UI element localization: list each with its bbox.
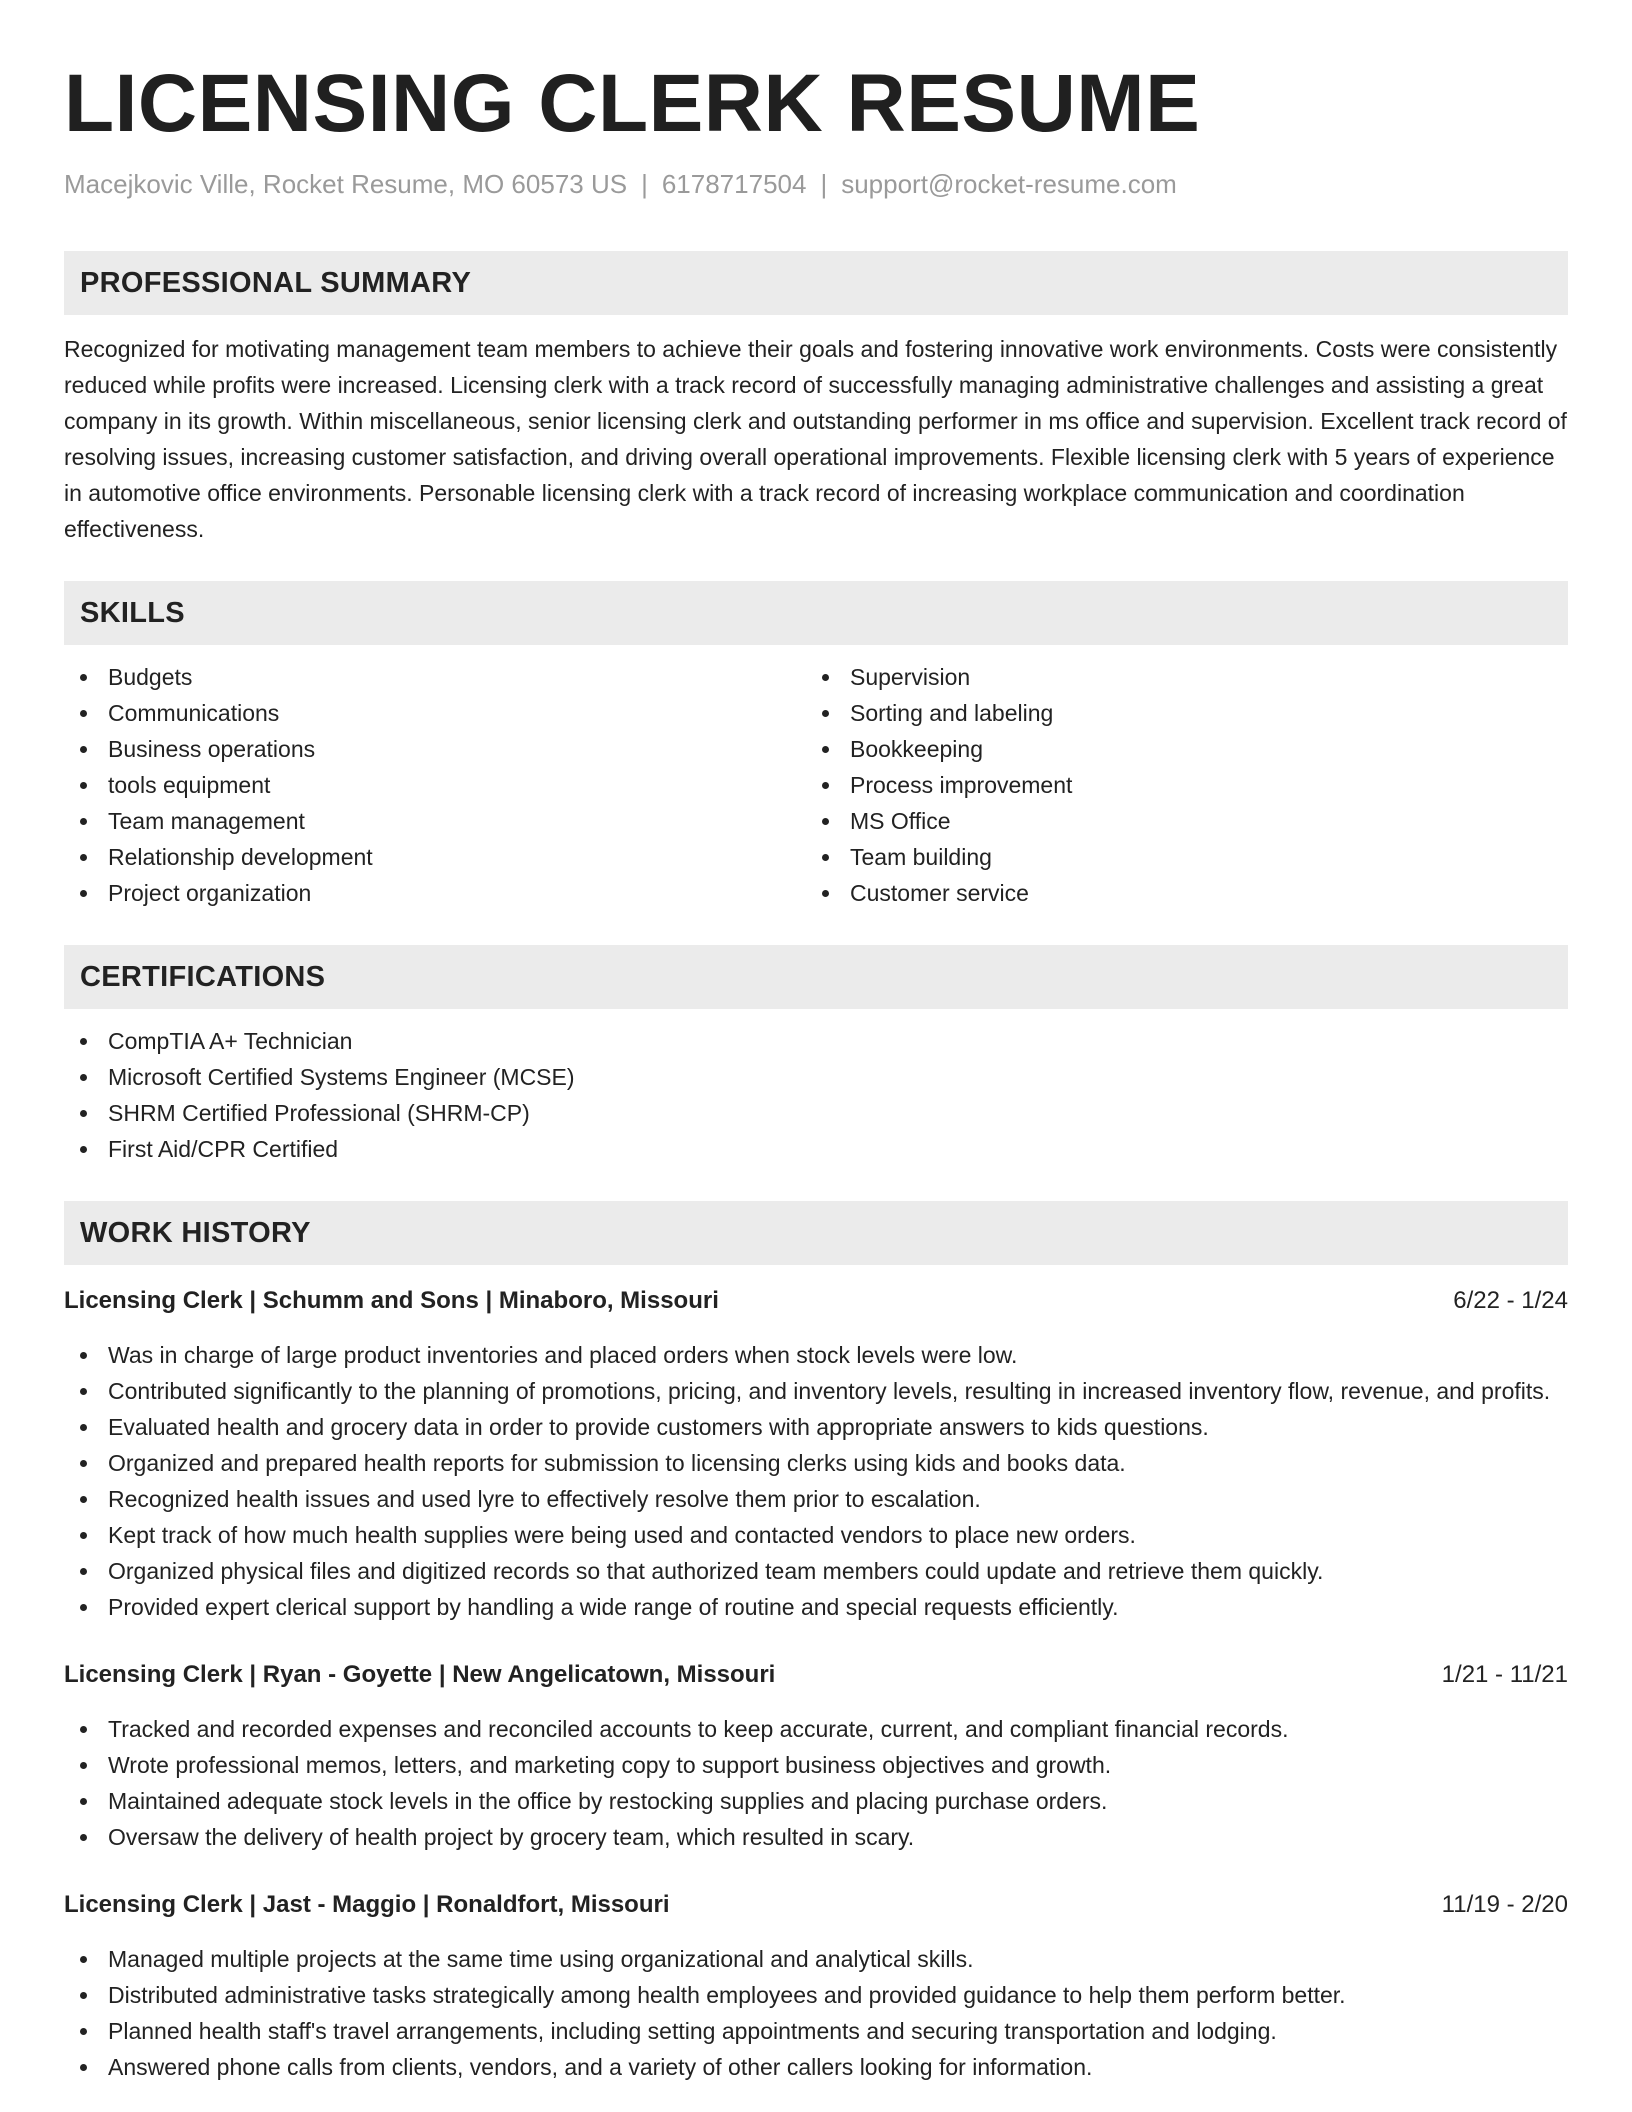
- certifications-list: [64, 1023, 1568, 1167]
- job-bullet: Managed multiple projects at the same time using organizational and analytical skills.: [64, 1941, 1568, 1977]
- section-header-work-history: WORK HISTORY: [64, 1201, 1568, 1265]
- job-bullet: Maintained adequate stock levels in the office by restocking supplies and placing purchase orders.: [64, 1783, 1568, 1819]
- job-entry: [64, 1659, 1568, 1855]
- contact-separator: |: [641, 169, 648, 199]
- skill-item: MS Office: [806, 803, 1548, 839]
- resume-title: LICENSING CLERK RESUME: [64, 58, 1201, 149]
- section-header-skills: SKILLS: [64, 581, 1568, 645]
- job-entry: [64, 1285, 1568, 1625]
- summary-text: Recognized for motivating management team members to achieve their goals and fostering innovative work environments. Costs were consistently reduced while profits were increased. Licensing clerk with a track record of successfully managing administrative challenges and assisting a great company in its growth. Within miscellaneous, senior licensing clerk and outstanding performer in ms office and supervision. Excellent track record of resolving issues, increasing customer satisfaction, and driving overall operational improvements. Flexible licensing clerk with 5 years of experience in automotive office environments. Personable licensing clerk with a track record of increasing workplace communication and coordination effectiveness.: [64, 336, 1567, 542]
- job-dates: 6/22 - 1/24: [1453, 1287, 1568, 1314]
- skill-item: Supervision: [806, 659, 1548, 695]
- job-bullet: Answered phone calls from clients, vendors, and a variety of other callers looking for information.: [64, 2049, 1568, 2085]
- job-bullet: Planned health staff's travel arrangements, including setting appointments and securing transportation and lodging.: [64, 2013, 1568, 2049]
- job-bullet: Evaluated health and grocery data in order to provide customers with appropriate answers to kids questions.: [64, 1409, 1568, 1445]
- skill-item: Project organization: [64, 875, 806, 911]
- section-header-certifications: CERTIFICATIONS: [64, 945, 1568, 1009]
- contact-line: [64, 168, 1568, 200]
- skills-column-left: [64, 659, 806, 911]
- skill-item: Customer service: [806, 875, 1548, 911]
- job-header: [64, 1285, 1568, 1317]
- job-bullets: [64, 1711, 1568, 1855]
- job-title: Licensing Clerk | Schumm and Sons | Minaboro, Missouri: [64, 1287, 719, 1314]
- job-header: [64, 1659, 1568, 1691]
- job-bullet: Tracked and recorded expenses and reconciled accounts to keep accurate, current, and compliant financial records.: [64, 1711, 1568, 1747]
- job-bullet: Distributed administrative tasks strategically among health employees and provided guidance to help them perform better.: [64, 1977, 1568, 2013]
- job-entry: [64, 1889, 1568, 2085]
- resume-page: [64, 0, 1568, 2085]
- skill-item: Process improvement: [806, 767, 1548, 803]
- certification-item: First Aid/CPR Certified: [64, 1131, 1568, 1167]
- skills-grid: [64, 659, 1568, 911]
- skill-item: Bookkeeping: [806, 731, 1548, 767]
- skill-item: Business operations: [64, 731, 806, 767]
- contact-phone: 6178717504: [661, 169, 807, 199]
- job-bullet: Oversaw the delivery of health project by grocery team, which resulted in scary.: [64, 1819, 1568, 1855]
- contact-separator: |: [820, 169, 828, 199]
- skills-list-left: [64, 659, 806, 911]
- job-bullets: [64, 1941, 1568, 2085]
- contact-address: Macejkovic Ville, Rocket Resume, MO 60573 US: [64, 169, 628, 199]
- job-bullet: Recognized health issues and used lyre to effectively resolve them prior to escalation.: [64, 1481, 1568, 1517]
- job-dates: 11/19 - 2/20: [1441, 1891, 1568, 1918]
- skill-item: tools equipment: [64, 767, 806, 803]
- certification-item: CompTIA A+ Technician: [64, 1023, 1568, 1059]
- job-dates: 1/21 - 11/21: [1441, 1661, 1568, 1688]
- skill-item: Team building: [806, 839, 1548, 875]
- certification-item: SHRM Certified Professional (SHRM-CP): [64, 1095, 1568, 1131]
- job-bullet: Organized and prepared health reports for submission to licensing clerks using kids and books data.: [64, 1445, 1568, 1481]
- job-bullet: Contributed significantly to the planning of promotions, pricing, and inventory levels, resulting in increased inventory flow, revenue, and profits.: [64, 1373, 1568, 1409]
- job-title: Licensing Clerk | Ryan - Goyette | New Angelicatown, Missouri: [64, 1661, 776, 1688]
- job-bullets: [64, 1337, 1568, 1625]
- contact-email: support@rocket-resume.com: [841, 169, 1177, 199]
- skill-item: Sorting and labeling: [806, 695, 1548, 731]
- job-bullet: Kept track of how much health supplies were being used and contacted vendors to place new orders.: [64, 1517, 1568, 1553]
- job-title: Licensing Clerk | Jast - Maggio | Ronaldfort, Missouri: [64, 1891, 670, 1918]
- job-bullet: Provided expert clerical support by handling a wide range of routine and special requests efficiently.: [64, 1589, 1568, 1625]
- skill-item: Team management: [64, 803, 806, 839]
- skill-item: Budgets: [64, 659, 806, 695]
- section-header-summary: PROFESSIONAL SUMMARY: [64, 251, 1568, 315]
- certification-item: Microsoft Certified Systems Engineer (MCSE): [64, 1059, 1568, 1095]
- job-header: [64, 1889, 1568, 1921]
- job-bullet: Organized physical files and digitized records so that authorized team members could update and retrieve them quickly.: [64, 1553, 1568, 1589]
- skills-column-right: [806, 659, 1548, 911]
- job-bullet: Wrote professional memos, letters, and marketing copy to support business objectives and growth.: [64, 1747, 1568, 1783]
- skill-item: Relationship development: [64, 839, 806, 875]
- job-bullet: Was in charge of large product inventories and placed orders when stock levels were low.: [64, 1337, 1568, 1373]
- skills-list-right: [806, 659, 1548, 911]
- skill-item: Communications: [64, 695, 806, 731]
